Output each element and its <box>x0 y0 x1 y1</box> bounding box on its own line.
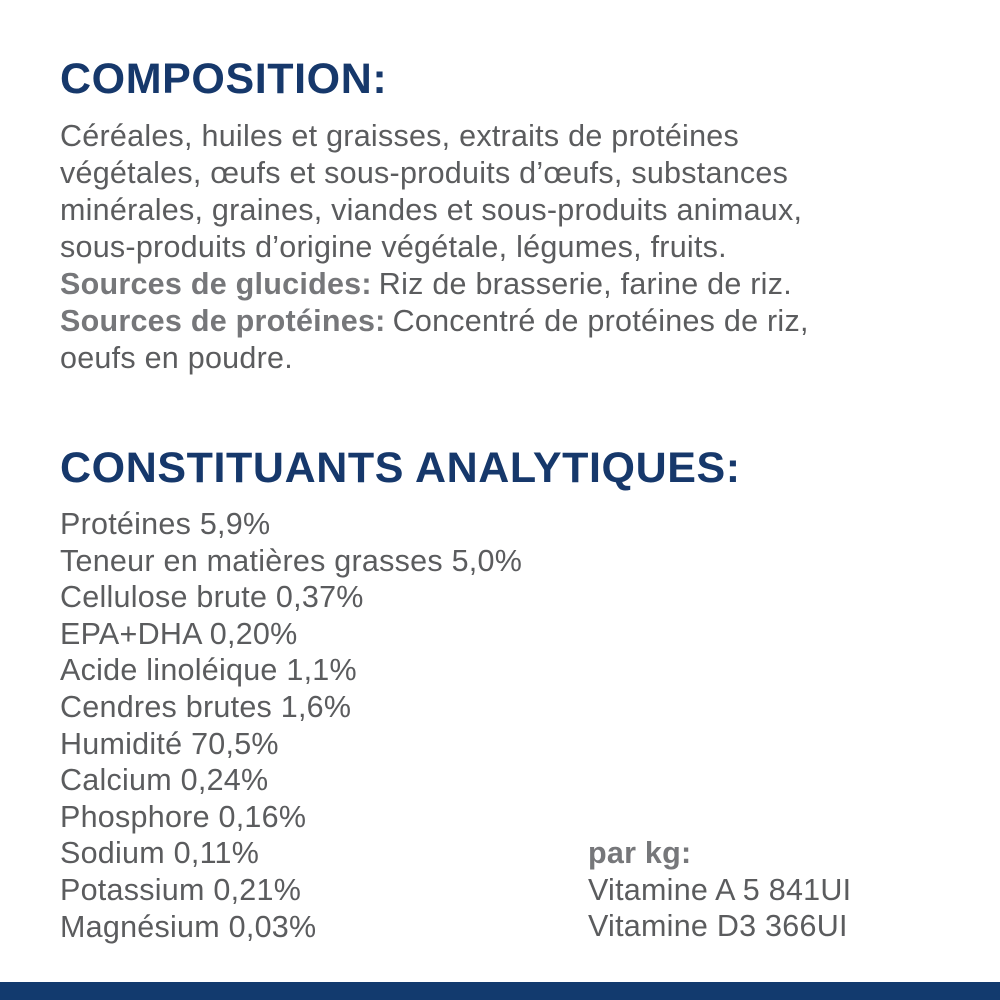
composition-paragraph <box>60 118 809 377</box>
constituent-item: Teneur en matières grasses 5,0% <box>60 543 523 578</box>
sources-glucides-text: Riz de brasserie, farine de riz. <box>378 267 792 301</box>
constituent-item: Cendres brutes 1,6% <box>60 689 352 724</box>
analytical-constituents-heading: CONSTITUANTS ANALYTIQUES: <box>60 444 741 492</box>
vitamin-item: Vitamine D3 366UI <box>588 909 848 944</box>
constituent-item: Humidité 70,5% <box>60 726 279 761</box>
constituent-item: EPA+DHA 0,20% <box>60 616 298 651</box>
per-kg-block <box>588 835 851 945</box>
constituent-item: Potassium 0,21% <box>60 872 302 907</box>
paragraph-line: végétales, œufs et sous-produits d’œufs, substances <box>60 156 789 190</box>
sources-proteines-text: Concentré de protéines de riz, <box>392 304 809 338</box>
analytical-constituents-list <box>60 506 522 945</box>
constituent-item: Acide linoléique 1,1% <box>60 653 357 688</box>
vitamin-item: Vitamine A 5 841UI <box>588 872 852 907</box>
constituent-item: Phosphore 0,16% <box>60 799 307 834</box>
sources-proteines-continuation: oeufs en poudre. <box>60 341 293 375</box>
paragraph-line: minérales, graines, viandes et sous-produits animaux, <box>60 193 803 227</box>
sources-proteines-label: Sources de protéines: <box>60 304 386 338</box>
constituent-item: Cellulose brute 0,37% <box>60 580 364 615</box>
bottom-navy-bar <box>0 982 1000 1000</box>
sources-glucides-line <box>60 266 809 303</box>
constituent-item: Calcium 0,24% <box>60 763 269 798</box>
sources-glucides-label: Sources de glucides: <box>60 267 372 301</box>
composition-heading: COMPOSITION: <box>60 55 388 103</box>
constituent-item: Protéines 5,9% <box>60 507 271 541</box>
paragraph-line: Céréales, huiles et graisses, extraits de protéines <box>60 119 739 153</box>
per-kg-label: par kg: <box>588 836 692 870</box>
paragraph-line: sous-produits d’origine végétale, légumes, fruits. <box>60 230 727 264</box>
sources-proteines-line <box>60 303 809 340</box>
constituent-item: Sodium 0,11% <box>60 836 260 871</box>
constituent-item: Magnésium 0,03% <box>60 909 317 944</box>
